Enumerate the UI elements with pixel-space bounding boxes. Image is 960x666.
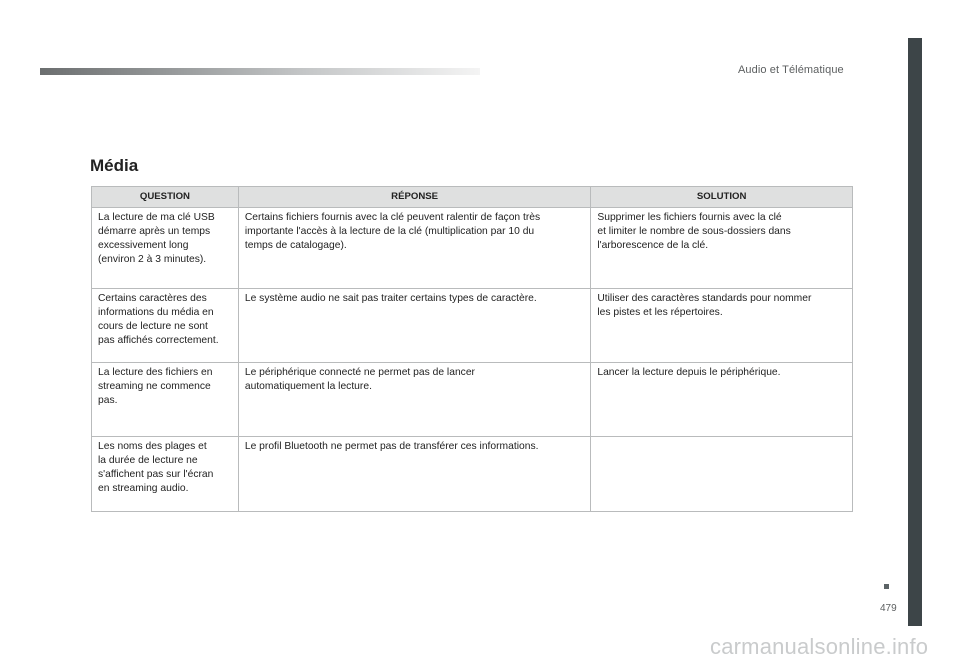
table-row <box>92 289 853 363</box>
table-row <box>92 208 853 289</box>
solution-cell: Lancer la lecture depuis le périphérique. <box>591 363 853 437</box>
page-title: Média <box>90 156 139 175</box>
question-cell: La lecture des fichiers en streaming ne commence pas. <box>92 363 239 437</box>
answer-cell: Le périphérique connecté ne permet pas de lancer automatiquement la lecture. <box>238 363 590 437</box>
table-row <box>92 437 853 512</box>
question-cell: Les noms des plages et la durée de lecture ne s'affichent pas sur l'écran en streaming audio. <box>92 437 239 512</box>
column-header-solution: SOLUTION <box>591 187 853 208</box>
column-header-question: QUESTION <box>92 187 239 208</box>
answer-cell: Certains fichiers fournis avec la clé peuvent ralentir de façon très importante l'accès à la lecture de la clé (multiplication par 10 du temps de catalogage). <box>238 208 590 289</box>
solution-cell <box>591 437 853 512</box>
table-row <box>92 363 853 437</box>
side-tab-strip <box>908 38 922 626</box>
site-watermark: carmanualsonline.info <box>710 634 929 659</box>
question-cell: La lecture de ma clé USB démarre après un temps excessivement long (environ 2 à 3 minutes). <box>92 208 239 289</box>
table-header-row <box>92 187 853 208</box>
page-number: 479 <box>880 603 897 614</box>
solution-cell: Utiliser des caractères standards pour nommer les pistes et les répertoires. <box>591 289 853 363</box>
answer-cell: Le profil Bluetooth ne permet pas de transférer ces informations. <box>238 437 590 512</box>
page-marker <box>884 584 889 589</box>
header-gradient-bar <box>40 68 480 75</box>
column-header-answer: RÉPONSE <box>238 187 590 208</box>
answer-cell: Le système audio ne sait pas traiter certains types de caractère. <box>238 289 590 363</box>
troubleshooting-table <box>91 186 853 512</box>
section-label: Audio et Télématique <box>738 64 844 76</box>
question-cell: Certains caractères des informations du média en cours de lecture ne sont pas affichés correctement. <box>92 289 239 363</box>
solution-cell: Supprimer les fichiers fournis avec la clé et limiter le nombre de sous-dossiers dans l'arborescence de la clé. <box>591 208 853 289</box>
